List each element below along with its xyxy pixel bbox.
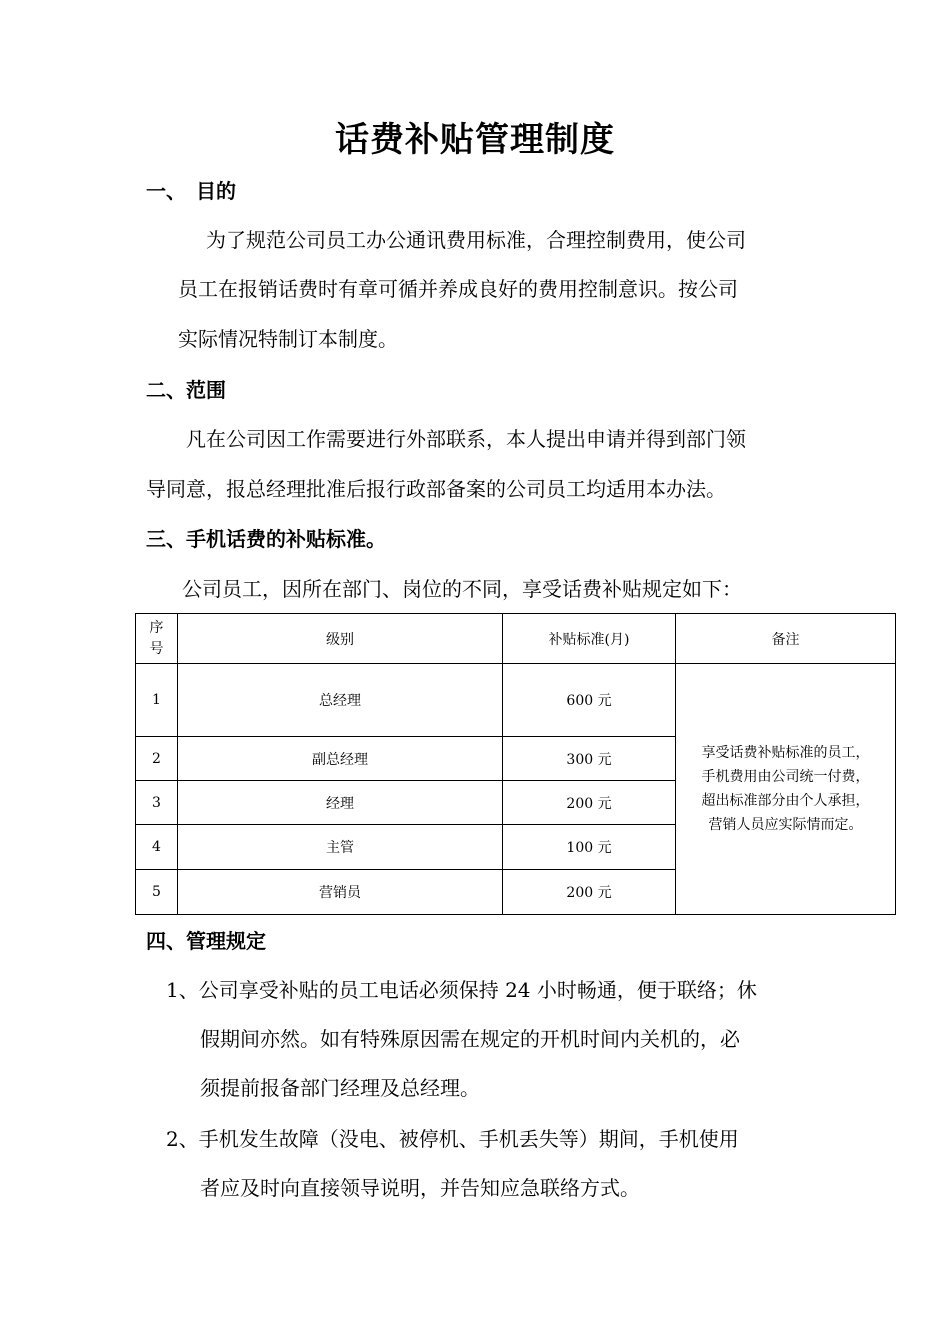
- rule-item-line: 须提前报备部门经理及总经理。: [200, 1076, 480, 1100]
- rule-item-line: 2、手机发生故障（没电、被停机、手机丢失等）期间，手机使用: [166, 1127, 739, 1151]
- header-cell-amount: 补贴标准(月): [503, 614, 676, 664]
- cell-level: 主管: [178, 825, 503, 870]
- table-row: [136, 664, 896, 737]
- paragraph-line: 员工在报销话费时有章可循并养成良好的费用控制意识。按公司: [178, 277, 738, 301]
- cell-amount: 600 元: [503, 664, 676, 737]
- paragraph-line: 实际情况特制订本制度。: [178, 327, 398, 351]
- cell-amount: 200 元: [503, 781, 676, 825]
- header-cell-index: 序号: [136, 614, 178, 664]
- cell-level: 总经理: [178, 664, 503, 737]
- paragraph-line: 凡在公司因工作需要进行外部联系，本人提出申请并得到部门领: [186, 427, 746, 451]
- cell-amount: 200 元: [503, 870, 676, 915]
- remark-line: 享受话费补贴标准的员工，: [701, 745, 870, 761]
- table-header-row: [136, 614, 896, 664]
- remark-line: 手机费用由公司统一付费，: [701, 769, 870, 785]
- document-title: 话费补贴管理制度: [335, 120, 615, 160]
- section-heading-rules: 四、管理规定: [146, 929, 266, 953]
- rule-item-line: 假期间亦然。如有特殊原因需在规定的开机时间内关机的，必: [200, 1027, 740, 1051]
- cell-index: 2: [136, 737, 178, 781]
- section-heading-scope: 二、范围: [146, 378, 226, 402]
- remark-line: 营销人员应实际情而定。: [708, 817, 863, 833]
- cell-remark: [676, 664, 896, 915]
- header-cell-level: 级别: [178, 614, 503, 664]
- paragraph-line: 导同意，报总经理批准后报行政部备案的公司员工均适用本办法。: [146, 477, 726, 501]
- paragraph-line: 公司员工，因所在部门、岗位的不同，享受话费补贴规定如下：: [182, 577, 742, 601]
- cell-level: 经理: [178, 781, 503, 825]
- cell-index: 1: [136, 664, 178, 737]
- cell-index: 5: [136, 870, 178, 915]
- section-heading-standard: 三、手机话费的补贴标准。: [146, 527, 386, 551]
- rule-item-line: 者应及时向直接领导说明，并告知应急联络方式。: [200, 1176, 640, 1200]
- cell-index: 3: [136, 781, 178, 825]
- cell-amount: 300 元: [503, 737, 676, 781]
- subsidy-table: [135, 613, 896, 915]
- rule-item-line: 1、公司享受补贴的员工电话必须保持 24 小时畅通，便于联络；休: [166, 978, 757, 1002]
- remark-line: 超出标准部分由个人承担，: [701, 793, 870, 809]
- cell-level: 营销员: [178, 870, 503, 915]
- cell-amount: 100 元: [503, 825, 676, 870]
- cell-index: 4: [136, 825, 178, 870]
- paragraph-line: 为了规范公司员工办公通讯费用标准，合理控制费用，使公司: [206, 228, 746, 252]
- cell-level: 副总经理: [178, 737, 503, 781]
- header-cell-remark: 备注: [676, 614, 896, 664]
- section-heading-purpose: 一、 目的: [146, 179, 236, 203]
